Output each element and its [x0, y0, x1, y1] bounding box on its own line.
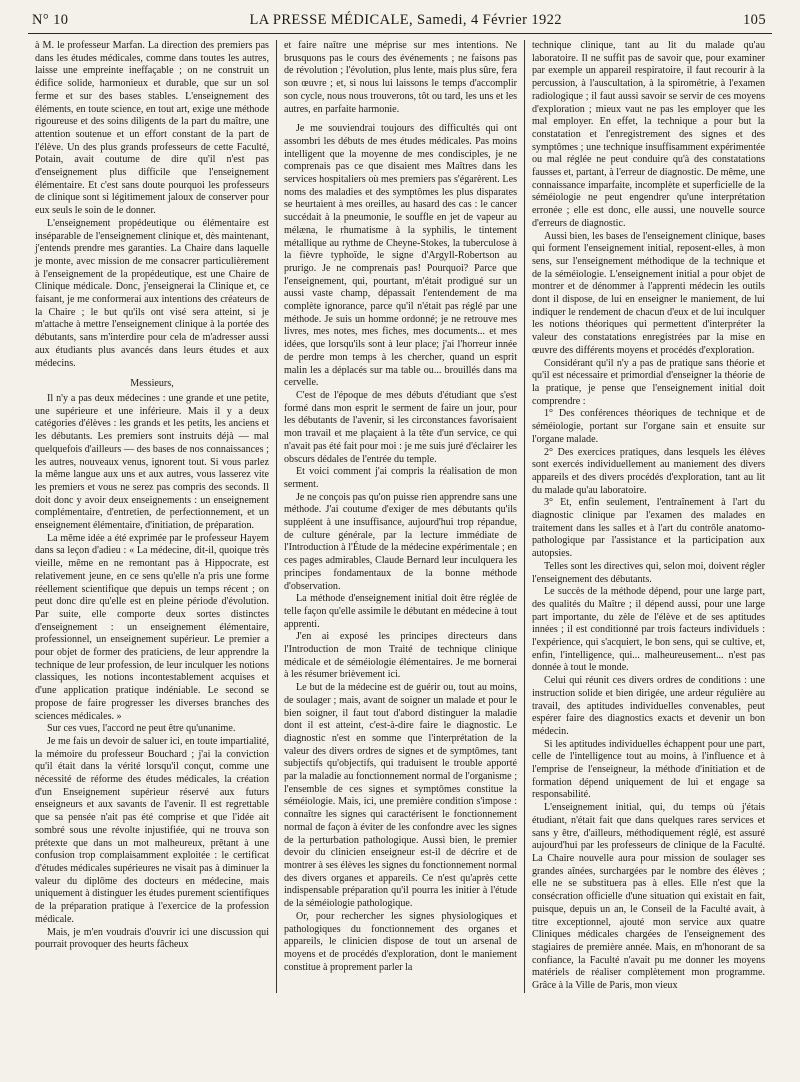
issue-number: N° 10: [32, 12, 69, 28]
paragraph: La méthode d'enseignement initial doit être réglée de telle façon qu'elle assimile le débutant en médecine à tout apprenti.: [284, 593, 517, 630]
paragraph: L'enseignement initial, qui, du temps où j'étais étudiant, n'était fait que dans quelques rares services et sans y être, d'ailleurs, méthodiquement réglé, est assuré aujourd'hui par les professeurs de clinique de la Faculté. La Chaire nouvelle aura pour mission de soulager ses grandes aînées, surchargées par le nombre des élèves ; elle ne se substituera pas à elles. Elle n'est que la consécration officielle d'une situation qui existait en fait, puisque, depuis un an, le Conseil de la Faculté avait, à titre exceptionnel, ajouté mon service aux quatre Cliniques médicales chargées de l'enseignement des stagiaires de première année. Mais, en m'honorant de sa confiance, la Faculté n'avait pu me donner les moyens matériels de réaliser complètement mon programme. Grâce à la Ville de Paris, mon vieux: [532, 802, 765, 992]
paragraph: et faire naître une méprise sur mes intentions. Ne brusquons pas le cours des événements ; ne faisons pas de révolution ; l'évolution, plus lente, mais plus sûre, fera son œuvre ; et, si nous lui laissons le temps d'accomplir son cycle, nous nous trouverons, tôt ou tard, les uns et les autres, en parfaite harmonie.: [284, 40, 517, 115]
list-item: 1° Des conférences théoriques de technique et de séméiologie, portant sur l'organe sain et ensuite sur l'organe malade.: [532, 408, 765, 445]
paragraph: Telles sont les directives qui, selon moi, doivent régler l'enseignement des débutants.: [532, 560, 765, 585]
paragraph: à M. le professeur Marfan. La direction des premiers pas dans les études médicales, comme dans toutes les autres, laisse une empreinte ineffaçable ; on ne construit un édifice solide, harmonieux et durable, que sur un sol ferme et sur des bases stables. L'enseignement des éléments, en toute science, en tout art, exige une méthode rigoureuse et des soins diligents de la part du maître, une attention soutenue et un effort constant de la part de l'élève. Un des plus grands professeurs de cette Faculté, Potain, avait coutume de dire qu'il n'est pas d'enseignement plus difficile que l'enseignement élémentaire. Et c'est sans doute pourquoi les professeurs de clinique sont si légitimement jaloux de conserver pour eux seuls le soin de le donner.: [35, 40, 269, 217]
paragraph: Or, pour rechercher les signes physiologiques et pathologiques du fonctionnement des organes et appareils, le clinicien dispose de tout un arsenal de moyens et de procédés d'exploration, dont le maniement constitue à proprement parler la: [284, 910, 517, 973]
paragraph: Sur ces vues, l'accord ne peut être qu'unanime.: [47, 723, 236, 735]
column-2: [276, 40, 524, 993]
column-3: [524, 40, 772, 993]
page-header: [28, 12, 772, 34]
paragraph: Aussi bien, les bases de l'enseignement clinique, bases qui forment l'enseignement initial, reposent-elles, à mon sens, sur l'enseignement méthodique de la technique et de la séméiologie. L'enseignement initial a pour objet de montrer et de dénommer à l'apprenti médecin les outils dont il dispose, de lui en enseigner le maniement, de lui indiquer le rendement de chacun d'eux et de lui inculquer les notions théoriques qui permettent d'interpréter la valeur des constatations enregistrées par la mise en œuvre des différents moyens et procédés d'exploration.: [532, 230, 765, 356]
paragraph: Si les aptitudes individuelles échappent pour une part, celle de l'intelligence tout au moins, à l'influence et à l'emprise de l'enseigneur, la méthode d'initiation et de formation dépend uniquement de lui et engage sa responsabilité.: [532, 738, 765, 801]
page-number: 105: [743, 12, 766, 28]
paragraph: Celui qui réunit ces divers ordres de conditions : une instruction solide et bien dirigée, une ardeur régulière au travail, des aptitudes individuelles convenables, peut espérer faire des diagnostics exacts et devenir un bon médecin.: [532, 675, 765, 737]
paragraph: La même idée a été exprimée par le professeur Hayem dans sa leçon d'adieu : « La médecine, dit-il, quoique très vieille, même en ne remontant pas à Hippocrate, est relativement jeune, en ce sens qu'elle n'a pris une forme réellement scientifique que depuis un temps récent ; on peut donc dire qu'elle est en pleine période d'évolution. Par suite, elle comporte deux sortes distinctes d'enseignement : un enseignement élémentaire, professionnel, un enseignement supérieur. Le premier a pour objet de former des praticiens, de leur apprendre la technique de leur profession, de leur inculquer les notions classiques, les notions incontestablement acquises et d'une application pratique indéniable. Le second se propose de faire progresser les diverses branches des sciences médicales. »: [35, 532, 269, 722]
paragraph: Considérant qu'il n'y a pas de pratique sans théorie et qu'il est nécessaire et primordial d'enseigner la théorie de la pratique, je pense que l'enseignement initial doit comprendre :: [532, 357, 765, 407]
salutation: Messieurs,: [130, 378, 174, 390]
paragraph: Je me souviendrai toujours des difficultés qui ont assombri les débuts de mes études médicales. Pas moins intelligent que la moyenne de mes condisciples, je ne comprenais pas ce que disaient mes Maîtres dans les services hospitaliers où mes premiers pas s'égarèrent. Les noms des maladies et des symptômes les plus disparates se heurtaient à mes oreilles, au hasard des cas : le cancer succédait à la pneumonie, le souffle en jet de vapeur au mélæna, le rhumatisme à la syphilis, le tintement métallique au rythme de Cheyne-Stokes, la tuberculose à la fièvre typhoïde, le signe d'Argyll-Robertson au prurigo. Je ne comprenais pas! Pourquoi? Parce que l'enseignement, qui, pourtant, m'était prodigué sur un aussi vaste champ, dépassait l'entendement de ma complète ignorance, parce qu'il n'était pas réglé par une méthode. Je suis un homme ordonné; je ne retrouve mes livres, mes notes, mes fiches, mes documents... et mes idées, que lorsqu'ils sont à leur place; j'ai l'horreur innée de perdre mon temps à les chercher, quand un esprit malin les a déplacés sur ma table ou... brouillés dans ma cervelle.: [284, 123, 517, 389]
list-item: 2° Des exercices pratiques, dans lesquels les élèves sont exercés individuellement au maniement des divers appareils et des divers procédés d'exploration, tant au lit du malade qu'au laboratoire.: [532, 446, 765, 496]
paragraph: Mais, je m'en voudrais d'ouvrir ici une discussion qui pourrait provoquer des heurts fâcheux: [35, 926, 269, 951]
paragraph: Je me fais un devoir de saluer ici, en toute impartialité, la mémoire du professeur Bouchard ; j'ai la conviction qu'il était dans la vérité lorsqu'il conçut, comme une nécessité de réforme des études médicales, la création d'un Enseignement supérieur réservé aux futurs enseigneurs et aux savants de l'avenir. Il est regrettable que sa pensée n'ait pas été comprise et que l'idée ait sombré sous une révolte injustifiée, qui ne trouva son prétexte que dans un mot malheureux, prêtant à une confusion trop complaisamment exploitée : le certificat d'études médicales supérieures ne visait pas à diminuer la valeur du diplôme des docteurs en médecine, mais uniquement à distinguer les études purement scientifiques de la préparation pratique à l'exercice de la profession médicale.: [35, 735, 269, 925]
text-columns: [28, 40, 772, 993]
list-item: 3° Et, enfin seulement, l'entraînement à l'art du diagnostic clinique par l'examen des malades en traitement dans les salles et à l'art du contrôle anatomo-pathologique par l'assistance et la participation aux autopsies.: [532, 497, 765, 560]
paragraph: L'enseignement propédeutique ou élémentaire est inséparable de l'enseignement clinique et, dès maintenant, j'entends prendre mes garanties. La Chaire dans laquelle je monte, avec mission de me consacrer particulièrement à l'enseignement de la propédeutique, est une Chaire de Clinique médicale. Donc, j'enseignerai la Clinique et, ce faisant, je me conformerai aux intentions des créateurs de la Chaire ; le but qu'ils ont visé sera atteint, si je m'attache à mettre l'enseignement clinique à la portée des débutants, sans m'interdire pour cela de m'adresser aussi aux étudiants plus avancés dans leurs études et aux médecins.: [35, 217, 269, 369]
paragraph: Le succès de la méthode dépend, pour une large part, des qualités du Maître ; il dépend aussi, pour une large part importante, du zèle de l'élève et de ses aptitudes innées ; il est conditionné par trois facteurs individuels : l'expérience, qui s'acquiert, le bon sens, qui se cultive, et, enfin, l'intelligence, qui... malheureusement... n'est pas donnée à tout le monde.: [532, 586, 765, 674]
paragraph: Et voici comment j'ai compris la réalisation de mon serment.: [284, 466, 517, 490]
column-1: [28, 40, 276, 993]
paragraph: technique clinique, tant au lit du malade qu'au laboratoire. Il ne suffit pas de savoir que, pour examiner par exemple un appareil respiratoire, il faut recourir à la percussion, à l'auscultation, à la spirométrie, à l'examen radiologique ; il faut aussi savoir se servir de ces moyens d'exploration ; mieux vaut ne pas les employer que les mal employer. En effet, la technique a pour but la constatation et l'enregistrement des signes et des symptômes ; une technique insuffisamment expérimentée ou mal réglée ne peut conduire qu'à des constatations fausses et, partant, à l'erreur de diagnostic. De même, une connaissance imparfaite, incomplète et superficielle de la séméiologie ne peut engendrer qu'une interprétation erronée ; elle est donc, elle aussi, une nouvelle source d'erreurs de diagnostic.: [532, 40, 765, 229]
paragraph: J'en ai exposé les principes directeurs dans l'Introduction de mon Traité de technique clinique médicale et de séméiologie élémentaires. Je me bornerai à les résumer brièvement ici.: [284, 631, 517, 681]
journal-title: LA PRESSE MÉDICALE, Samedi, 4 Février 1922: [249, 12, 562, 28]
paragraph: Il n'y a pas deux médecines : une grande et une petite, une supérieure et une inférieure. Mais il y a deux catégories d'élèves : les grands et les petits, les anciens et les débutants. Les premiers sont instruits déjà — mal quelquefois d'ailleurs — des bases de nos connaissances ; les autres, nouveaux venus, ignorent tout. Si vous parlez la même langue aux uns et aux autres, vous lasserez vite les premiers et vous ne serez pas compris des seconds. Il doit donc y avoir deux enseignements : un enseignement complémentaire, d'entretien, de perfectionnement, et un enseignement élémentaire, d'initiation, de préparation.: [35, 392, 269, 532]
paragraph: C'est de l'époque de mes débuts d'étudiant que s'est formé dans mon esprit le serment de faire un jour, pour les débutants de l'avenir, si les circonstances favorisaient mon travail et me plaçaient à la tête d'un service, ce qui n'avait pas été fait pour moi : je me suis juré d'éclairer les obscurs dédales de l'entrée du temple.: [284, 389, 517, 465]
paragraph: Le but de la médecine est de guérir ou, tout au moins, de soulager ; mais, avant de soigner un malade et pour le bien soigner, il faut tout d'abord distinguer la maladie dont il est atteint, c'est-à-dire faire le diagnostic. Le diagnostic n'est en somme que l'interprétation de la valeur des divers ordres de signes et de symptômes, tant subjectifs qu'objectifs, qui traduisent le trouble apporté par la maladie au fonctionnement normal de l'organisme ; l'ensemble de ces signes et symptômes constitue la séméiologie. Mais, ici, une première condition s'impose : connaître les signes qui caractérisent le fonctionnement normal de façon à éviter de les confondre avec les signes de la perturbation pathologique. Aussi bien, le premier devoir du clinicien enseigneur est-il de décrire et de montrer à ses élèves les signes du fonctionnement normal des divers organes et appareils. Ce n'est qu'après cette indispensable préparation qu'il pourra les initier à l'étude de la séméiologie pathologique.: [284, 682, 517, 910]
paragraph: Je ne conçois pas qu'on puisse rien apprendre sans une méthode. J'ai coutume d'exiger de mes débutants qu'ils suppléent à une insuffisance, aujourd'hui trop répandue, de culture générale, par la lecture immédiate de l'Introduction à l'Étude de la médecine expérimentale ; en ces pages admirables, Claude Bernard leur inculquera les principes fondamentaux de la bonne méthode d'observation.: [284, 491, 517, 592]
